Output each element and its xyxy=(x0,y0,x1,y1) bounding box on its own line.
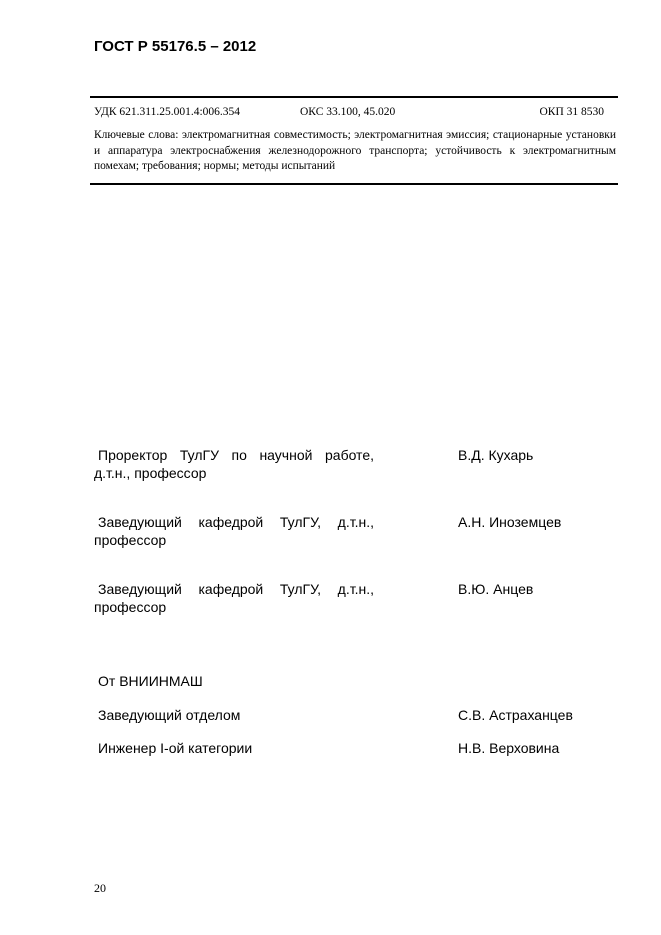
bottom-divider xyxy=(90,183,618,185)
signature-role: Проректор ТулГУ по научной работе, д.т.н., профессор xyxy=(94,447,374,481)
signature-role: Заведующий кафедрой ТулГУ, д.т.н., профессор xyxy=(94,581,374,615)
oks-code: ОКС 33.100, 45.020 xyxy=(300,106,396,118)
udk-code: УДК 621.311.25.001.4:006.354 xyxy=(94,106,241,118)
signature-role: Инженер I-ой категории xyxy=(98,740,253,756)
signature-name: А.Н. Иноземцев xyxy=(458,514,562,530)
classification-codes xyxy=(94,106,604,122)
standard-title: ГОСТ Р 55176.5 – 2012 xyxy=(94,38,257,55)
signature-name: С.В. Астраханцев xyxy=(458,707,573,723)
top-divider xyxy=(90,96,618,98)
organization-label: От ВНИИНМАШ xyxy=(98,673,203,689)
page-number: 20 xyxy=(94,881,106,895)
keywords-paragraph: Ключевые слова: электромагнитная совместимость; электромагнитная эмиссия; стационарные установки и аппаратура электроснабжения железнодорожного транспорта; устойчивость к электромагнитным помехам; требования; нормы; методы испытаний xyxy=(94,129,616,172)
signature-name: В.Д. Кухарь xyxy=(458,447,534,463)
signature-name: В.Ю. Анцев xyxy=(458,581,534,597)
signature-name: Н.В. Верховина xyxy=(458,740,560,756)
signature-role: Заведующий отделом xyxy=(98,707,241,723)
okp-code: ОКП 31 8530 xyxy=(539,106,604,118)
signature-role: Заведующий кафедрой ТулГУ, д.т.н., профессор xyxy=(94,514,374,548)
